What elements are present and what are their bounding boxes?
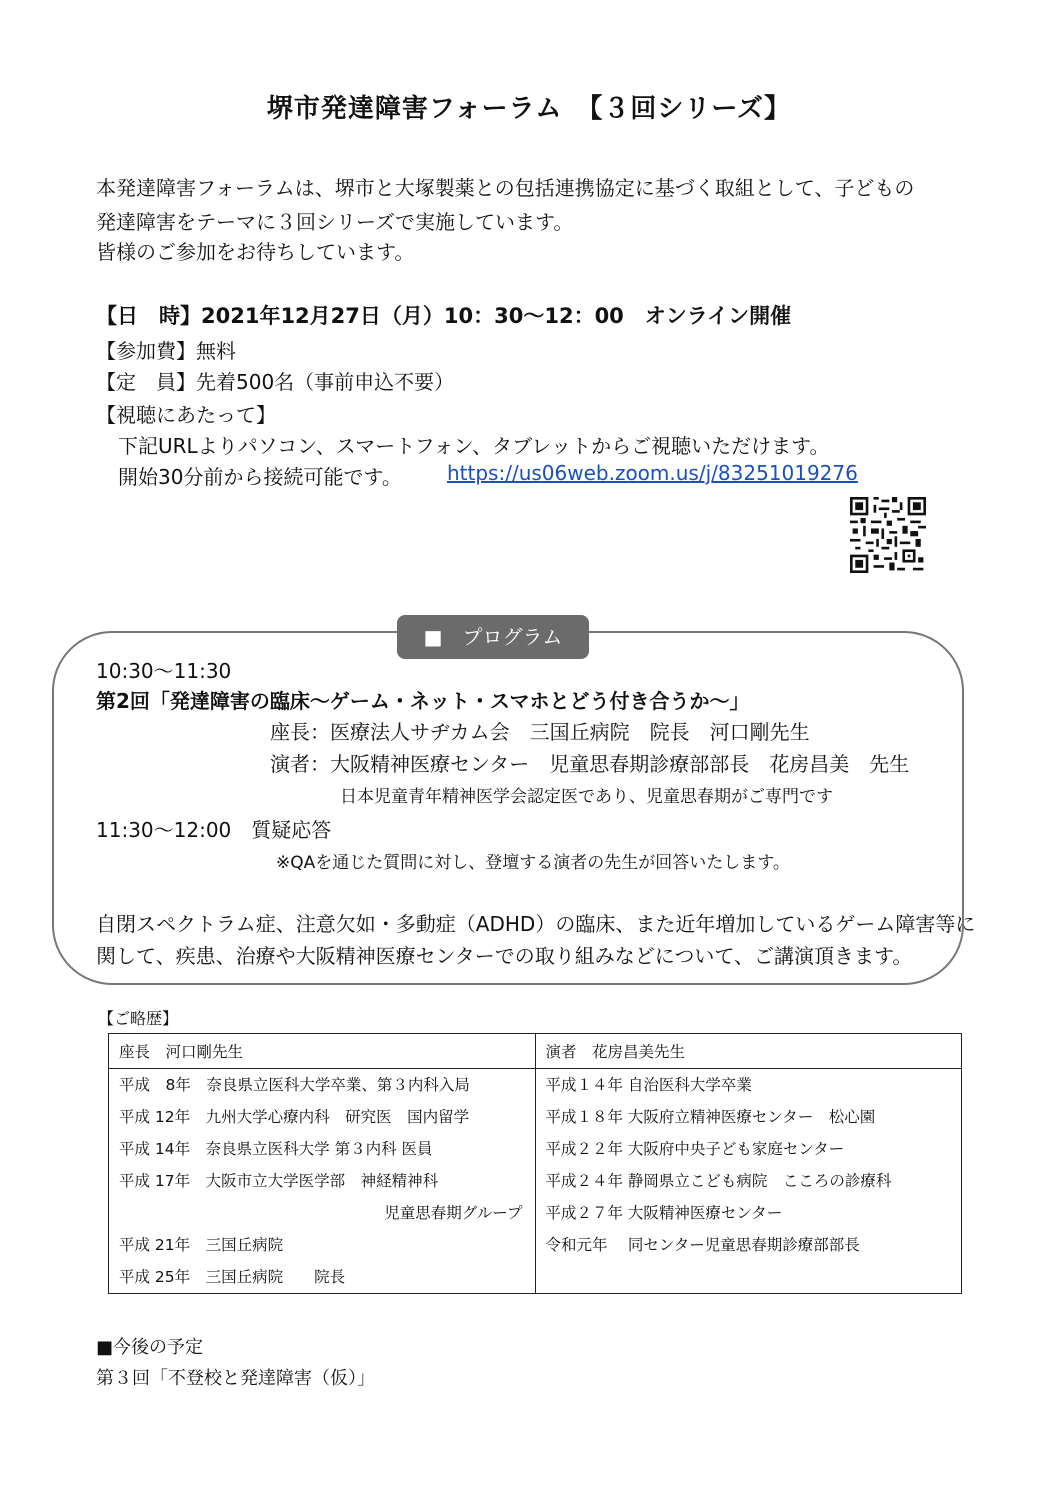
career-left-row: 平成 12年 九州大学心療内科 研究医 国内留学 (119, 1108, 470, 1126)
intro-line-3: 皆様のご参加をお待ちしています。 (96, 240, 415, 264)
connect-text: 開始30分前から接続可能です。 (118, 465, 402, 489)
career-right-row: 平成２２年 大阪府中央子ども家庭センター (545, 1140, 845, 1158)
career-left-row: 平成 21年 三国丘病院 (119, 1236, 284, 1254)
viewing-label: 【視聴にあたって】 (96, 403, 276, 427)
zoom-url-link[interactable]: https://us06web.zoom.us/j/83251019276 (447, 461, 858, 485)
career-right-header: 演者 花房昌美先生 (535, 1034, 962, 1069)
career-right-row: 平成１８年 大阪府立精神医療センター 松心園 (545, 1108, 876, 1126)
program-time-2: 11:30～12:00 質疑応答 (96, 818, 332, 842)
intro-line-2: 発達障害をテーマに３回シリーズで実施しています。 (96, 210, 574, 234)
program-desc-1: 自閉スペクトラム症、注意欠如・多動症（ADHD）の臨床、また近年増加しているゲーム障害等に (96, 912, 976, 936)
program-time-1: 10:30～11:30 (96, 659, 232, 683)
career-left-row: 平成 14年 奈良県立医科大学 第３内科 医員 (119, 1140, 433, 1158)
intro-line-1: 本発達障害フォーラムは、堺市と大塚製薬との包括連携協定に基づく取組として、子どもの (96, 176, 915, 200)
career-left-header: 座長 河口剛先生 (109, 1034, 536, 1069)
future-item: 第３回「不登校と発達障害（仮）」 (96, 1368, 375, 1389)
career-right-row: 平成１４年 自治医科大学卒業 (545, 1076, 752, 1094)
event-capacity: 【定 員】先着500名（事前申込不要） (96, 370, 455, 394)
speaker-note: 日本児童青年精神医学会認定医であり、児童思春期がご専門です (340, 787, 833, 807)
career-left-row: 平成 8年 奈良県立医科大学卒業、第３内科入局 (119, 1076, 470, 1094)
career-left-row: 平成 25年 三国丘病院 院長 (119, 1268, 346, 1286)
career-right-row: 平成２７年 大阪精神医療センター (545, 1204, 783, 1222)
program-desc-2: 関して、疾患、治療や大阪精神医療センターでの取り組みなどについて、ご講演頂きます。 (96, 944, 913, 968)
career-left-row: 平成 17年 大阪市立大学医学部 神経精神科 (119, 1172, 439, 1190)
session-title: 第2回「発達障害の臨床～ゲーム・ネット・スマホとどう付き合うか～」 (96, 689, 750, 713)
page-title: 堺市発達障害フォーラム 【３回シリーズ】 (266, 94, 792, 124)
qa-note: ※QAを通じた質問に対し、登壇する演者の先生が回答いたします。 (276, 853, 790, 873)
future-label: ■今後の予定 (96, 1337, 204, 1358)
career-left-row: 児童思春期グループ (384, 1204, 523, 1222)
program-chair: 座長：医療法人サヂカム会 三国丘病院 院長 河口剛先生 (270, 720, 810, 744)
career-table (108, 1033, 962, 1294)
program-tab-label: ■ プログラム (397, 615, 589, 659)
event-datetime: 【日 時】2021年12月27日（月）10：30～12：00 オンライン開催 (96, 304, 792, 328)
qr-code-icon[interactable] (850, 497, 926, 573)
event-fee: 【参加費】無料 (96, 339, 236, 363)
program-speaker: 演者：大阪精神医療センター 児童思春期診療部部長 花房昌美 先生 (270, 752, 910, 776)
career-right-row: 令和元年 同センター児童思春期診療部部長 (545, 1236, 860, 1254)
career-right-row: 平成２４年 静岡県立こども病院 こころの診療科 (545, 1172, 892, 1190)
career-label: 【ご略歴】 (98, 1009, 179, 1028)
viewing-text: 下記URLよりパソコン、スマートフォン、タブレットからご視聴いただけます。 (118, 434, 830, 458)
